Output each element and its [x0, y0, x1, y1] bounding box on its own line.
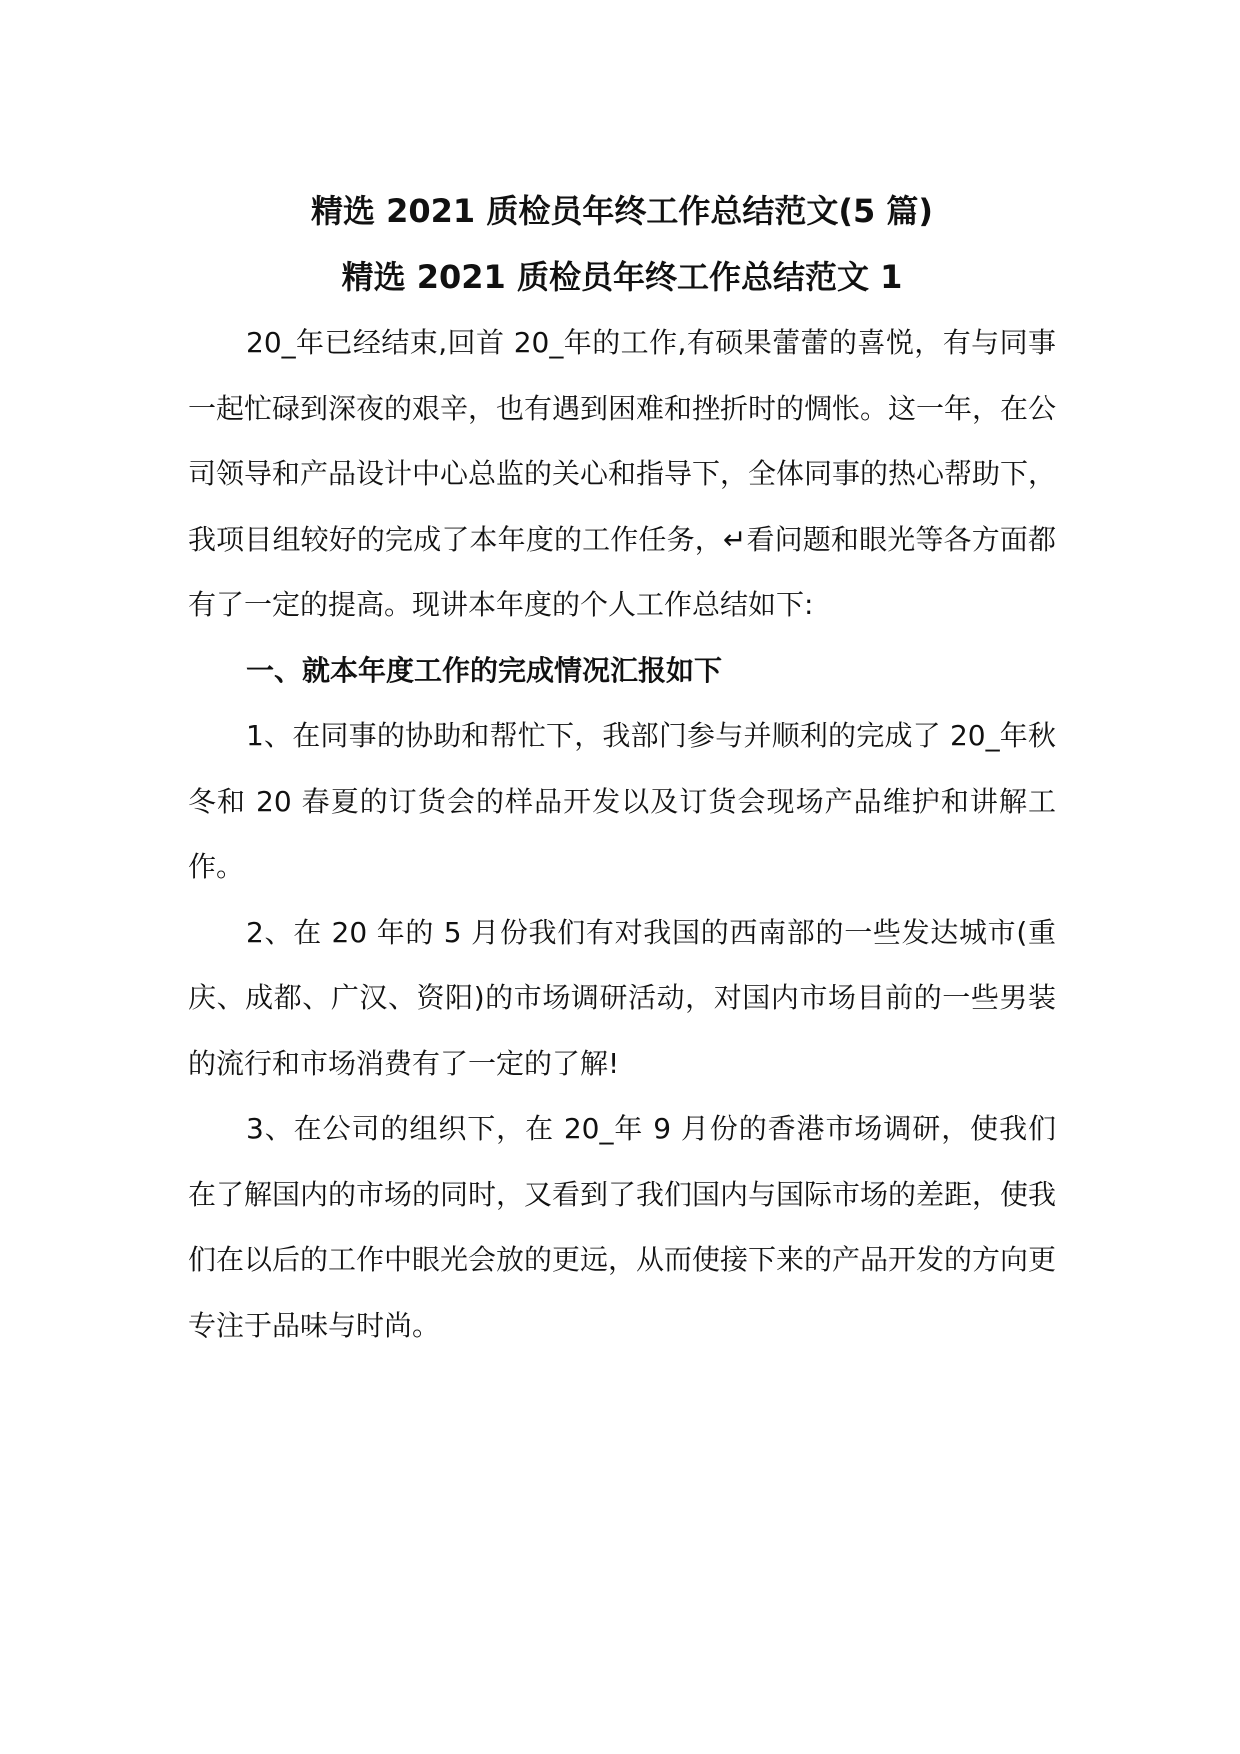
- intro-paragraph: 20_年已经结束,回首 20_年的工作,有硕果蕾蕾的喜悦，有与同事一起忙碌到深夜的艰辛，也有遇到困难和挫折时的惆怅。这一年，在公司领导和产品设计中心总监的关心和指导下，全体同事的热心帮助下，我项目组较好的完成了本年度的工作任务，↵看问题和眼光等各方面都有了一定的提高。现讲本年度的个人工作总结如下:: [188, 326, 1057, 621]
- list-item-3: 3、在公司的组织下，在 20_年 9 月份的香港市场调研，使我们在了解国内的市场的同时，又看到了我们国内与国际市场的差距，使我们在以后的工作中眼光会放的更远，从而使接下来的产品开发的方向更专注于品味与时尚。: [188, 1112, 1057, 1342]
- list-item-1: 1、在同事的协助和帮忙下，我部门参与并顺利的完成了 20_年秋冬和 20 春夏的订货会的样品开发以及订货会现场产品维护和讲解工作。: [188, 719, 1056, 883]
- list-item-2: 2、在 20 年的 5 月份我们有对我国的西南部的一些发达城市(重庆、成都、广汉、资阳)的市场调研活动，对国内市场目前的一些男装的流行和市场消费有了一定的了解!: [188, 915, 1056, 1080]
- document-subtitle: 精选 2021 质检员年终工作总结范文 1: [341, 258, 903, 296]
- document-title: 精选 2021 质检员年终工作总结范文(5 篇): [310, 192, 933, 230]
- document-page: [188, 178, 1056, 1358]
- section-heading: 一、就本年度工作的完成情况汇报如下: [246, 653, 723, 687]
